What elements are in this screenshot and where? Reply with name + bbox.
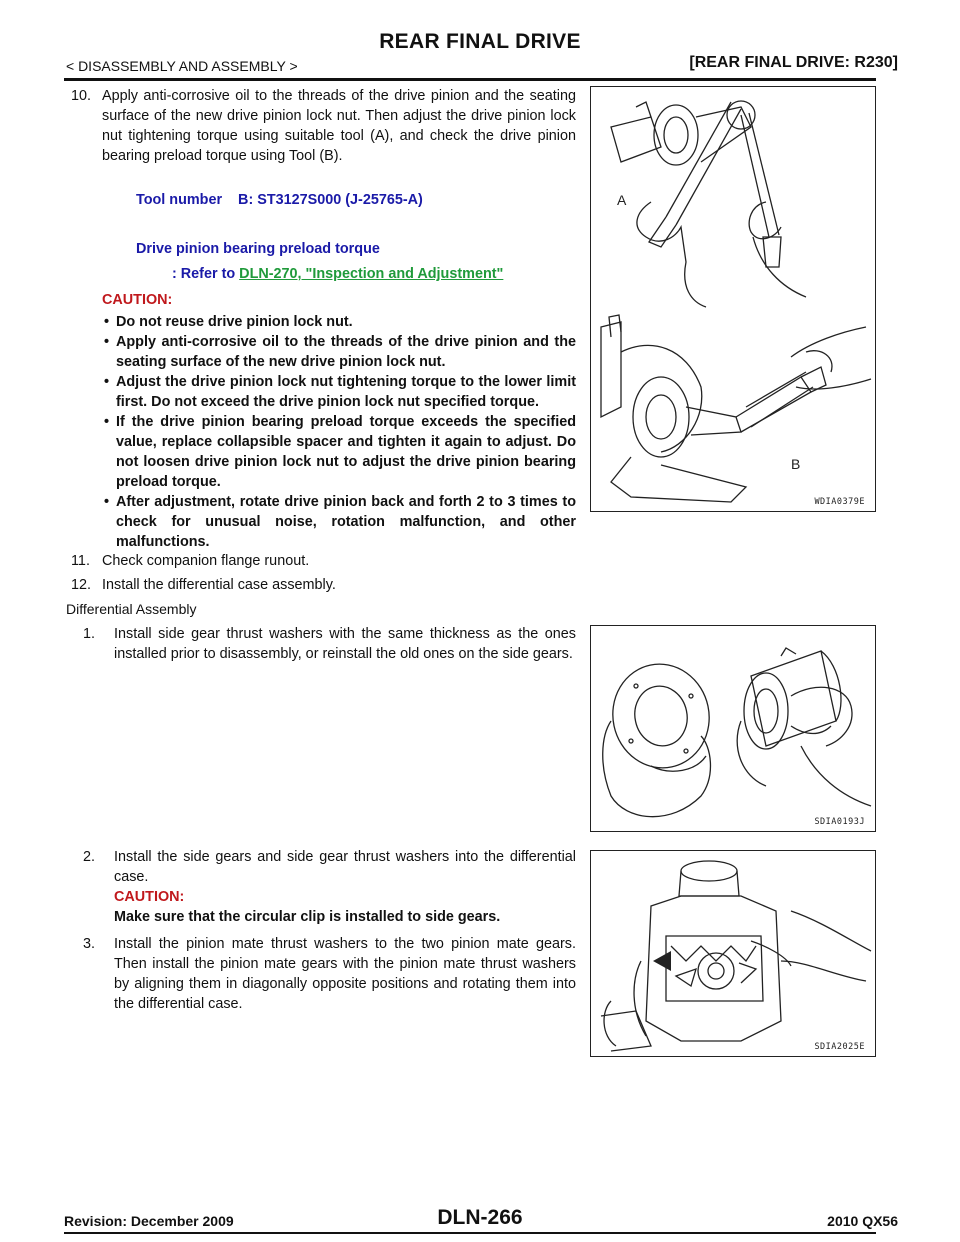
refer-prefix: : Refer to: [172, 266, 236, 282]
caution-heading: CAUTION:: [102, 292, 173, 308]
step-text: Install the side gears and side gear thrust washers into the differential case.: [114, 849, 576, 885]
caution-item: • After adjustment, rotate drive pinion back and forth 2 to 3 times to check for unusual noise, rotation malfunction, and other malfunctions.: [102, 492, 576, 552]
caution-item: • Do not reuse drive pinion lock nut.: [102, 312, 576, 332]
preload-label: Drive pinion bearing preload torque: [136, 241, 380, 257]
step-number: 10.: [71, 88, 92, 104]
label-a: A: [617, 192, 627, 208]
step-12: [71, 575, 576, 595]
step-text: Apply anti-corrosive oil to the threads of the drive pinion and the seating surface of the new drive pinion lock nut. Then adjust the drive pinion lock nut tightening torque using suitable tool (A), and check the drive pinion bearing preload torque using Tool (B).: [102, 88, 576, 164]
page-title: REAR FINAL DRIVE: [379, 30, 581, 53]
tool-number: Tool number B: ST3127S000 (J-25765-A): [136, 192, 423, 208]
thrust-washer-illustration: [591, 626, 875, 831]
subsection-heading: Differential Assembly: [66, 601, 197, 617]
footer-rule: [64, 1232, 876, 1234]
section-breadcrumb: < DISASSEMBLY AND ASSEMBLY >: [66, 58, 298, 74]
caution-item: • Apply anti-corrosive oil to the threads of the drive pinion and the seating surface of the new drive pinion lock nut.: [102, 332, 576, 372]
caution-text: Make sure that the circular clip is installed to side gears.: [114, 909, 501, 925]
figure-pinion-mate-gears: [590, 850, 876, 1057]
step-text: Install the differential case assembly.: [102, 577, 336, 593]
diff-step-1: [71, 624, 576, 664]
figure-id: SDIA2025E: [814, 1042, 865, 1052]
label-b: B: [791, 456, 801, 472]
revision-date: Revision: December 2009: [64, 1213, 234, 1229]
step-number: 3.: [83, 936, 96, 952]
spec-link[interactable]: DLN-270, "Inspection and Adjustment": [239, 266, 504, 282]
step-number: 1.: [83, 626, 96, 642]
model-tag: [REAR FINAL DRIVE: R230]: [689, 54, 898, 71]
step-11: [71, 551, 576, 571]
figure-id: SDIA0193J: [814, 817, 865, 827]
preload-reference: [172, 266, 503, 282]
diff-step-2: [71, 847, 576, 927]
figure-torque-tools: [590, 86, 876, 512]
step-10: [71, 86, 576, 166]
page-number: DLN-266: [437, 1206, 523, 1229]
torque-tools-illustration: [591, 87, 875, 511]
step-text: Install side gear thrust washers with the same thickness as the ones installed prior to disassembly, or reinstall the old ones on the side gears.: [114, 626, 576, 662]
caution-item: • If the drive pinion bearing preload torque exceeds the specified value, replace collapsible spacer and tighten it again to adjust. Do not loosen drive pinion lock nut to adjust the drive pinion bearing preload torque.: [102, 412, 576, 492]
figure-thrust-washers: [590, 625, 876, 832]
step-number: 11.: [71, 553, 90, 569]
caution-heading: CAUTION:: [114, 889, 185, 905]
step-number: 12.: [71, 577, 92, 593]
step-text: Install the pinion mate thrust washers to the two pinion mate gears. Then install the pinion mate gears with the pinion mate thrust washers by aligning them in diagonally opposite positions and rotating them into the differential case.: [114, 936, 576, 1012]
step-number: 2.: [83, 849, 96, 865]
vehicle-model: 2010 QX56: [827, 1213, 898, 1229]
caution-list: [102, 312, 576, 552]
figure-id: WDIA0379E: [814, 497, 865, 507]
caution-item: • Adjust the drive pinion lock nut tightening torque to the lower limit first. Do not exceed the drive pinion lock nut specified torque.: [102, 372, 576, 412]
differential-case-illustration: [591, 851, 875, 1056]
header-rule: [64, 78, 876, 81]
diff-step-3: [71, 934, 576, 1014]
step-text: Check companion flange runout.: [102, 553, 310, 569]
